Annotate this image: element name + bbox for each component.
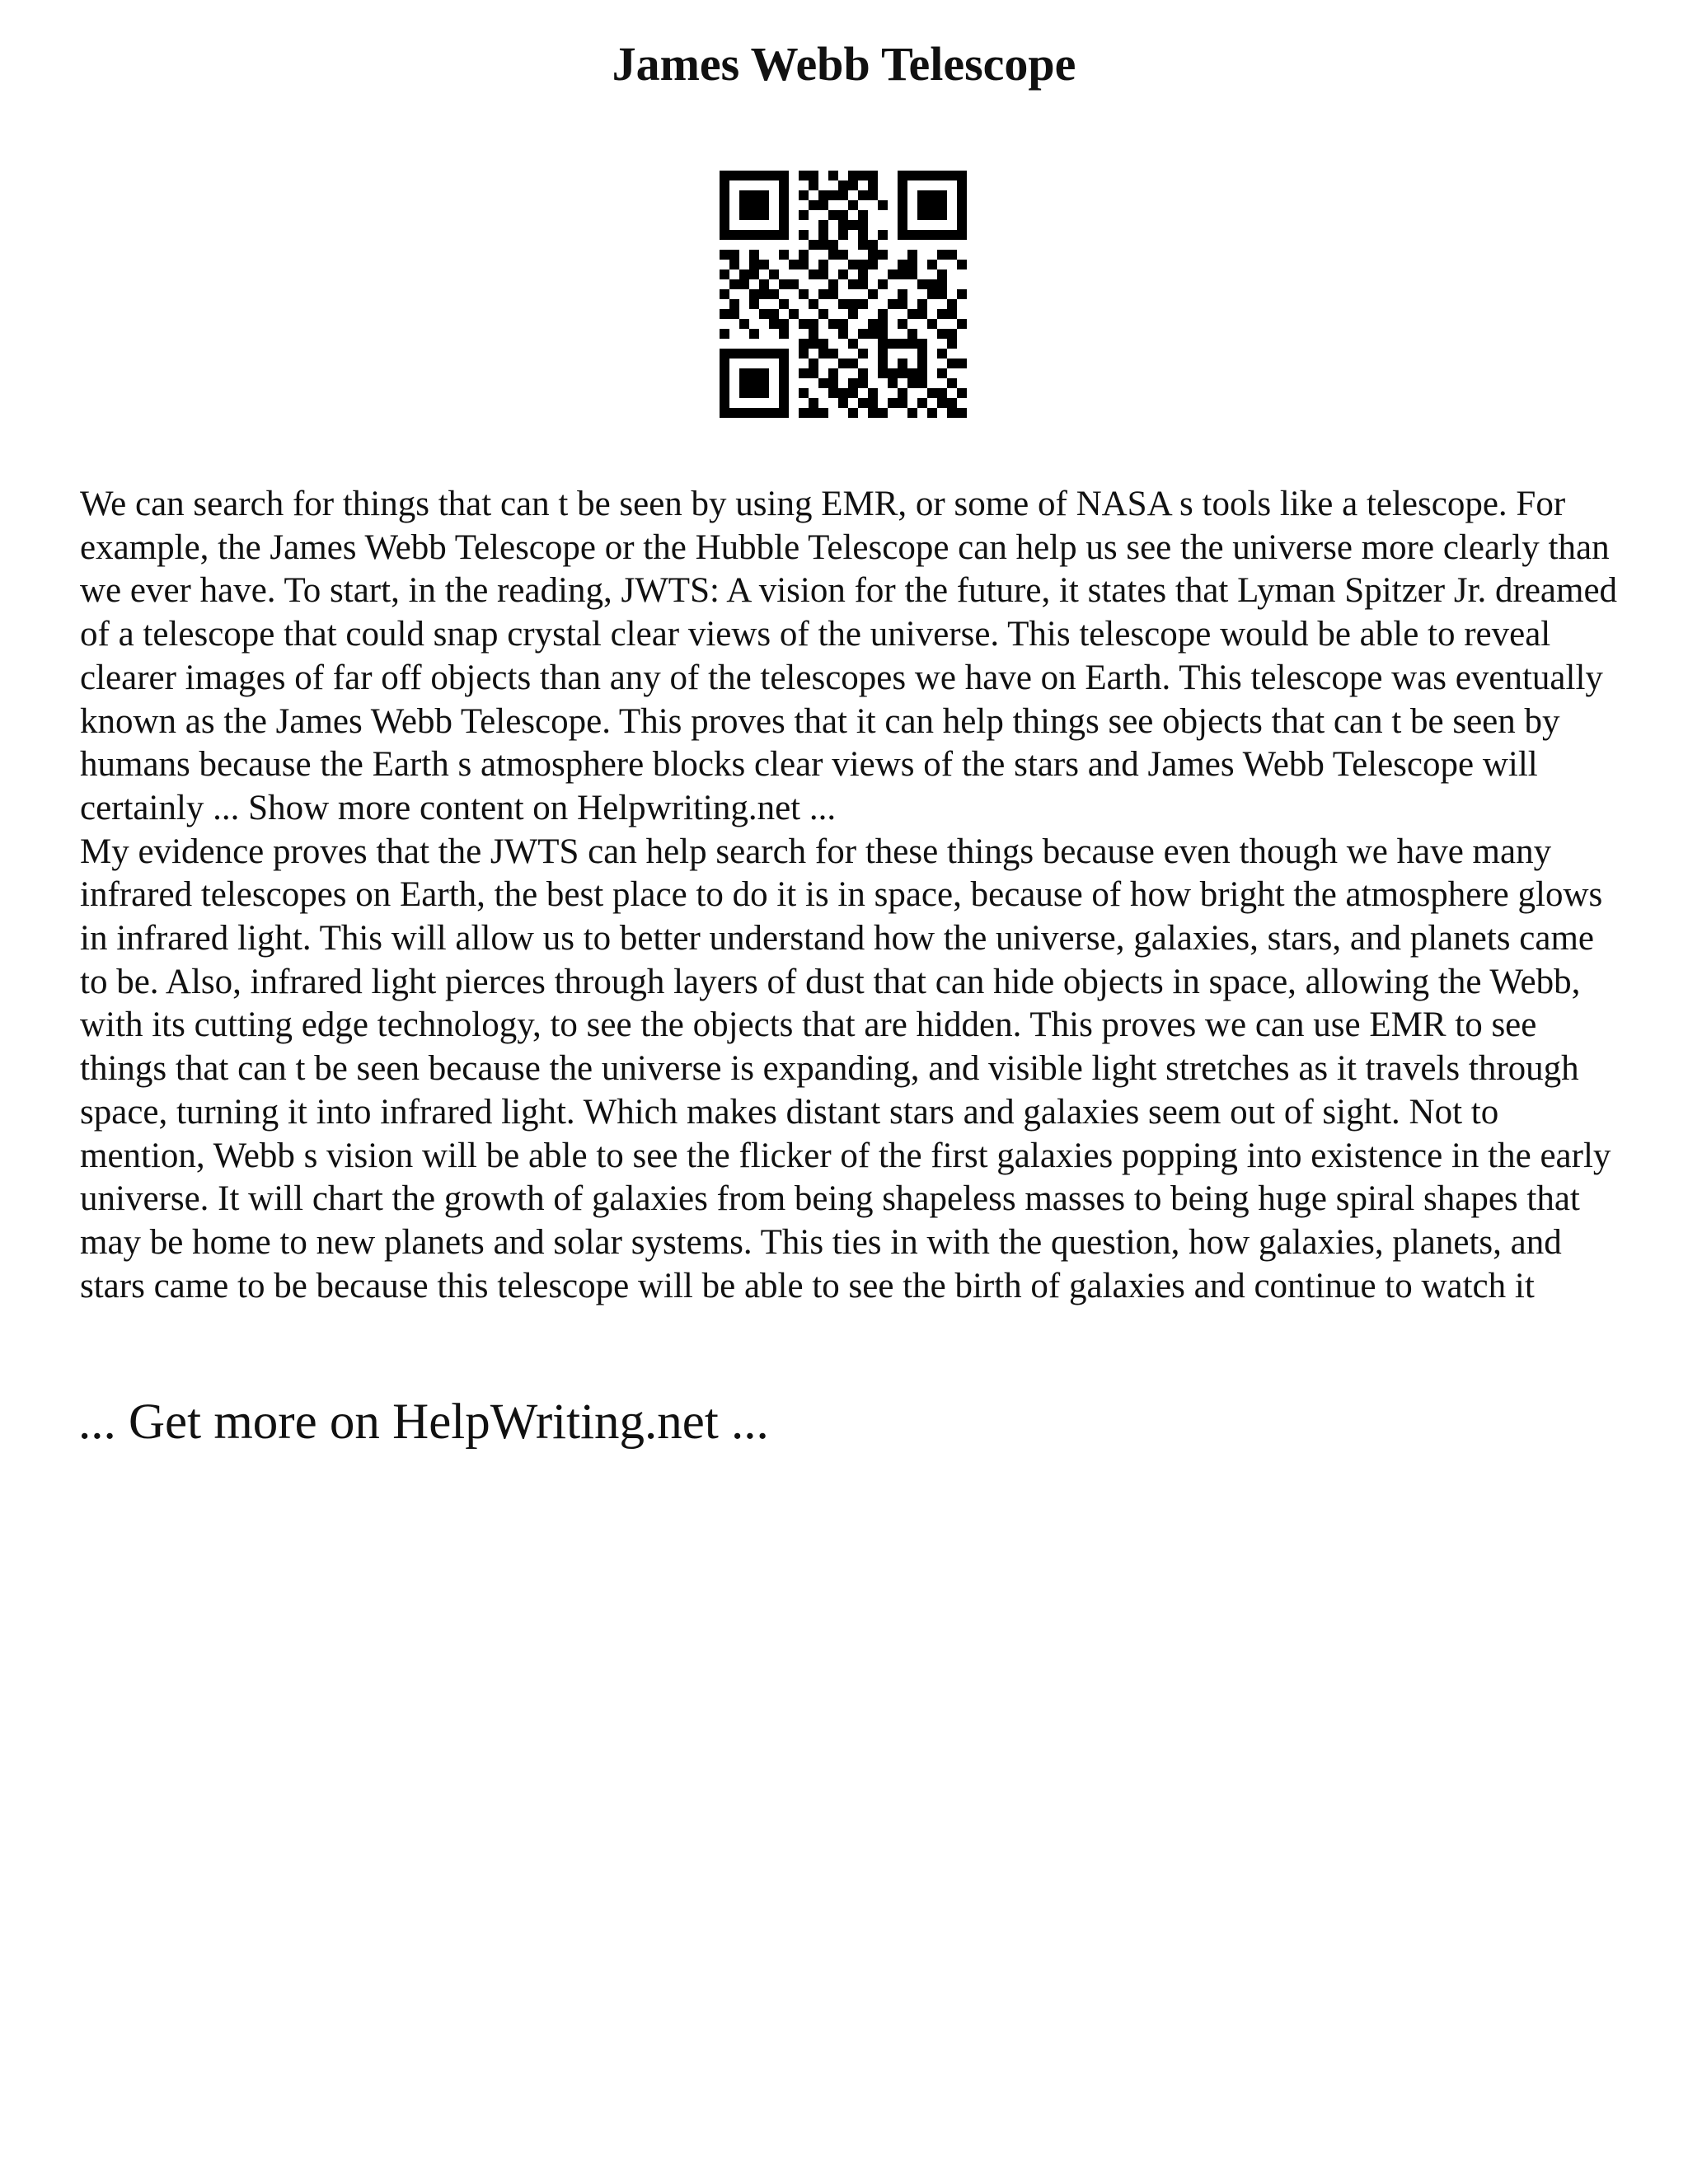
page-title: James Webb Telescope <box>612 37 1076 91</box>
article-paragraph-2: My evidence proves that the JWTS can help search for these things because even though we have many infrared telescopes on Earth, the best place to do it is in space, because of how bright the atmosphere glows in infrared light. This will allow us to better understand how the universe, galaxies, stars, and planets came to be. Also, infrared light pierces through layers of dust that can hide objects in space, allowing the Webb, with its cutting edge technology, to see the objects that are hidden. This proves we can use EMR to see things that can t be seen because the universe is expanding, and visible light stretches as it travels through space, turning it into infrared light. Which makes distant stars and galaxies seem out of sight. Not to mention, Webb s vision will be able to see the flicker of the first galaxies popping into existence in the early universe. It will chart the growth of galaxies from being shapeless masses to being huge spiral shapes that may be home to new planets and solar systems. This ties in with the question, how galaxies, planets, and stars came to be because this telescope will be able to see the birth of galaxies and continue to watch it <box>80 832 1611 1305</box>
get-more-link[interactable]: ... Get more on HelpWriting.net ... <box>78 1394 769 1450</box>
article-body <box>80 483 1629 1308</box>
qr-code-icon[interactable] <box>720 171 967 418</box>
qr-code-graphic <box>720 171 967 418</box>
article-paragraph-1: We can search for things that can t be seen by using EMR, or some of NASA s tools like a telescope. For example, the James Webb Telescope or the Hubble Telescope can help us see the universe more clearly than we ever have. To start, in the reading, JWTS: A vision for the future, it states that Lyman Spitzer Jr. dreamed of a telescope that could snap crystal clear views of the universe. This telescope would be able to reveal clearer images of far off objects than any of the telescopes we have on Earth. This telescope was eventually known as the James Webb Telescope. This proves that it can help things see objects that can t be seen by humans because the Earth s atmosphere blocks clear views of the stars and James Webb Telescope will certainly ... Show more content on Helpwriting.net ... <box>80 485 1618 827</box>
